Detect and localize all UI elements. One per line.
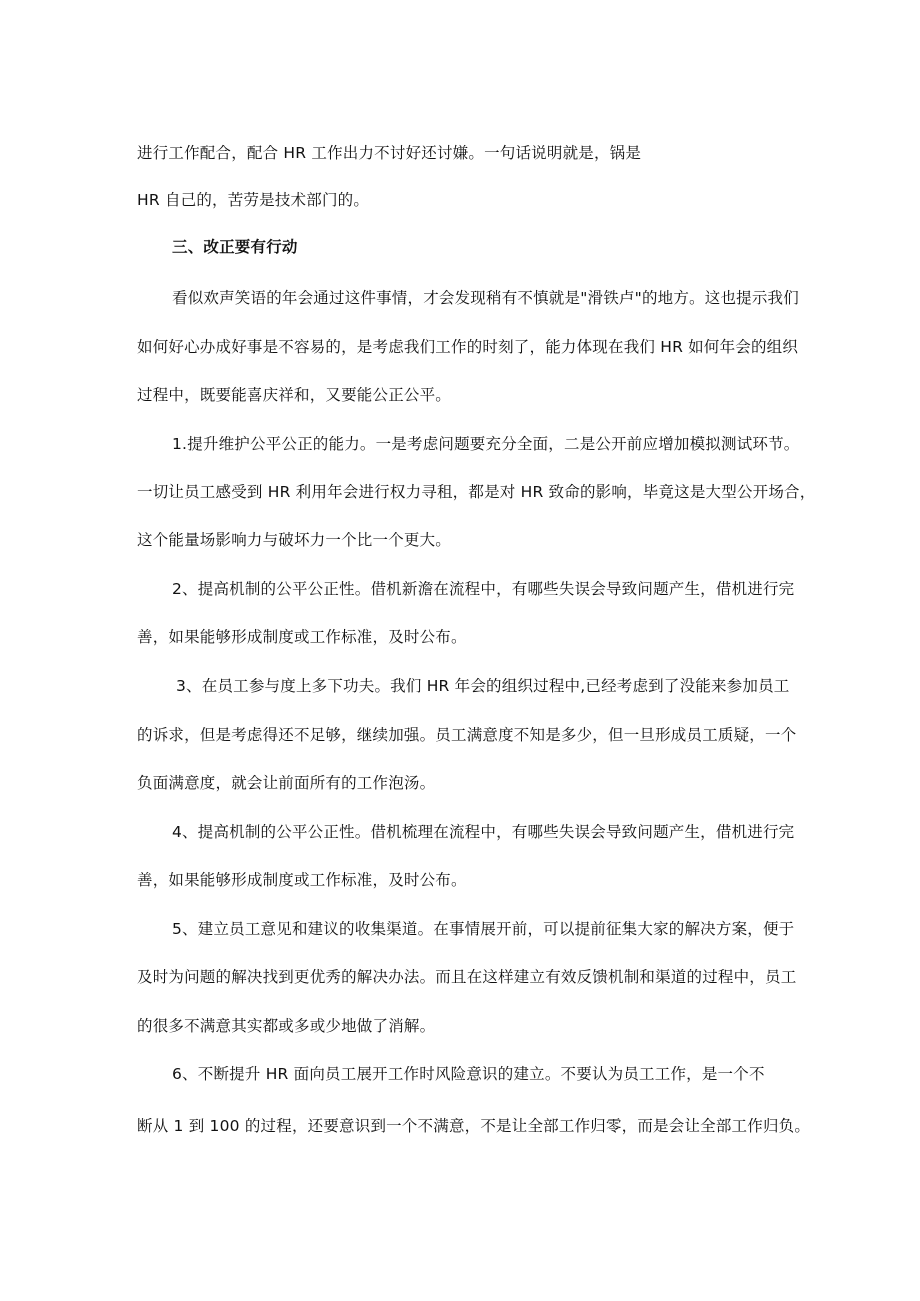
text-line: 断从 1 到 100 的过程，还要意识到一个不满意，不是让全部工作归零，而是会让全部工作归负。 — [137, 1117, 811, 1135]
text-line: 1.提升维护公平公正的能力。一是考虑问题要充分全面，二是公开前应增加模拟测试环节。 — [172, 435, 800, 453]
text-line: 一切让员工感受到 HR 利用年会进行权力寻租，都是对 HR 致命的影响，毕竟这是大型公开场合， — [137, 483, 816, 501]
text-line: 过程中，既要能喜庆祥和，又要能公正公平。 — [137, 386, 452, 404]
text-line: 善，如果能够形成制度或工作标准，及时公布。 — [137, 628, 467, 646]
text-line: 3、在员工参与度上多下功夫。我们 HR 年会的组织过程中,已经考虑到了没能来参加员工 — [176, 677, 790, 695]
text-line: 的诉求，但是考虑得还不足够，继续加强。员工满意度不知是多少，但一旦形成员工质疑，一个 — [137, 726, 797, 744]
section-heading: 三、改正要有行动 — [172, 238, 298, 256]
text-line: HR 自己的，苦劳是技术部门的。 — [137, 191, 370, 209]
text-line: 的很多不满意其实都或多或少地做了消解。 — [137, 1017, 436, 1035]
text-line: 2、提高机制的公平公正性。借机新澹在流程中，有哪些失误会导致问题产生，借机进行完 — [172, 580, 795, 598]
text-line: 进行工作配合，配合 HR 工作出力不讨好还讨嫌。一句话说明就是，锅是 — [137, 144, 642, 162]
text-line: 这个能量场影响力与破坏力一个比一个更大。 — [137, 531, 452, 549]
text-line: 5、建立员工意见和建议的收集渠道。在事情展开前，可以提前征集大家的解决方案，便于 — [172, 920, 795, 938]
text-line: 4、提高机制的公平公正性。借机梳理在流程中，有哪些失误会导致问题产生，借机进行完 — [172, 823, 795, 841]
text-line: 看似欢声笑语的年会通过这件事情，才会发现稍有不慎就是"滑铁卢"的地方。这也提示我们 — [172, 289, 799, 307]
text-line: 及时为问题的解决找到更优秀的解决办法。而且在这样建立有效反馈机制和渠道的过程中，员工 — [137, 968, 797, 986]
text-line: 如何好心办成好事是不容易的，是考虑我们工作的时刻了，能力体现在我们 HR 如何年会的组织 — [137, 338, 799, 356]
text-line: 负面满意度，就会让前面所有的工作泡汤。 — [137, 774, 436, 792]
text-line: 6、不断提升 HR 面向员工展开工作时风险意识的建立。不要认为员工工作，是一个不 — [172, 1065, 765, 1083]
text-line: 善，如果能够形成制度或工作标准，及时公布。 — [137, 871, 467, 889]
